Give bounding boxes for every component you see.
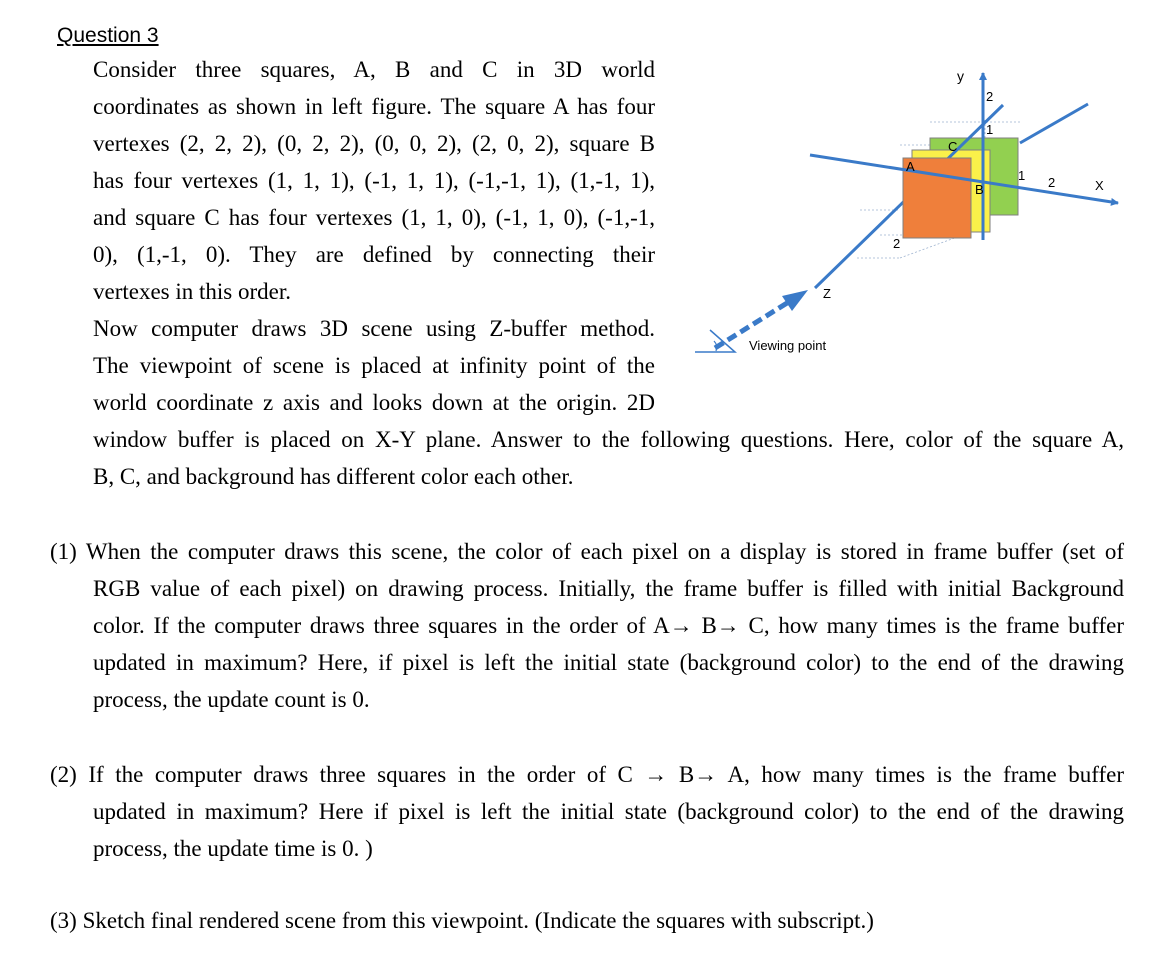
viewing-arrowhead: [782, 290, 808, 311]
z-axis-back: [1020, 104, 1088, 143]
intro-line: 0), (1,-1, 0). They are defined by connecting their: [93, 242, 655, 267]
q2-line: process, the update time is 0. ): [93, 836, 373, 861]
viewing-point-label: Viewing point: [749, 338, 827, 353]
q1-line: (1) When the computer draws this scene, the color of each pixel on a display is stored in frame buffer (set of: [50, 539, 1124, 564]
intro-line: world coordinate z axis and looks down at the origin. 2D: [93, 390, 655, 415]
y-tick-2: 2: [986, 89, 994, 104]
q1-line: process, the update count is 0.: [93, 687, 370, 712]
intro-line: window buffer is placed on X-Y plane. Answer to the following questions. Here, color of the square A,: [93, 427, 1124, 452]
square-c-label: C: [948, 139, 958, 154]
intro-line: The viewpoint of scene is placed at infinity point of the: [93, 353, 655, 378]
intro-line: has four vertexes (1, 1, 1), (-1, 1, 1), (-1,-1, 1), (1,-1, 1),: [93, 168, 655, 193]
intro-line: vertexes (2, 2, 2), (0, 2, 2), (0, 0, 2), (2, 0, 2), square B: [93, 131, 655, 156]
z-axis-label: Z: [823, 286, 831, 301]
y-tick-1: 1: [986, 122, 994, 137]
q1-line: color. If the computer draws three squares in the order of A→ B→ C, how many times is the frame buffer: [93, 613, 1124, 638]
q2-line: updated in maximum? Here if pixel is left the initial state (background color) to the end of the drawing: [93, 799, 1124, 824]
squares-3d-figure: [680, 55, 1140, 375]
x-tick-1: 1: [1018, 168, 1026, 183]
q3-line: (3) Sketch final rendered scene from this viewpoint. (Indicate the squares with subscript.): [50, 908, 874, 933]
intro-line: vertexes in this order.: [93, 279, 292, 304]
intro-line: B, C, and background has different color each other.: [93, 464, 574, 489]
intro-line: Consider three squares, A, B and C in 3D world: [93, 57, 655, 82]
square-a-label: A: [906, 159, 915, 174]
intro-line: coordinates as shown in left figure. The square A has four: [93, 94, 655, 119]
square-b-label: B: [975, 182, 984, 197]
y-axis-label: y: [957, 68, 964, 84]
question-heading: Question 3: [57, 24, 159, 47]
intro-line: Now computer draws 3D scene using Z-buffer method.: [93, 316, 655, 341]
z-tick-2: 2: [893, 236, 901, 251]
x-tick-2: 2: [1048, 175, 1056, 190]
x-axis-label: X: [1095, 178, 1104, 193]
q2-line: (2) If the computer draws three squares in the order of C → B→ A, how many times is the frame buffer: [50, 762, 1124, 787]
intro-line: and square C has four vertexes (1, 1, 0), (-1, 1, 0), (-1,-1,: [93, 205, 655, 230]
q1-line: RGB value of each pixel) on drawing process. Initially, the frame buffer is filled with initial Background: [93, 576, 1124, 601]
q1-line: updated in maximum? Here, if pixel is left the initial state (background color) to the end of the drawing: [93, 650, 1124, 675]
